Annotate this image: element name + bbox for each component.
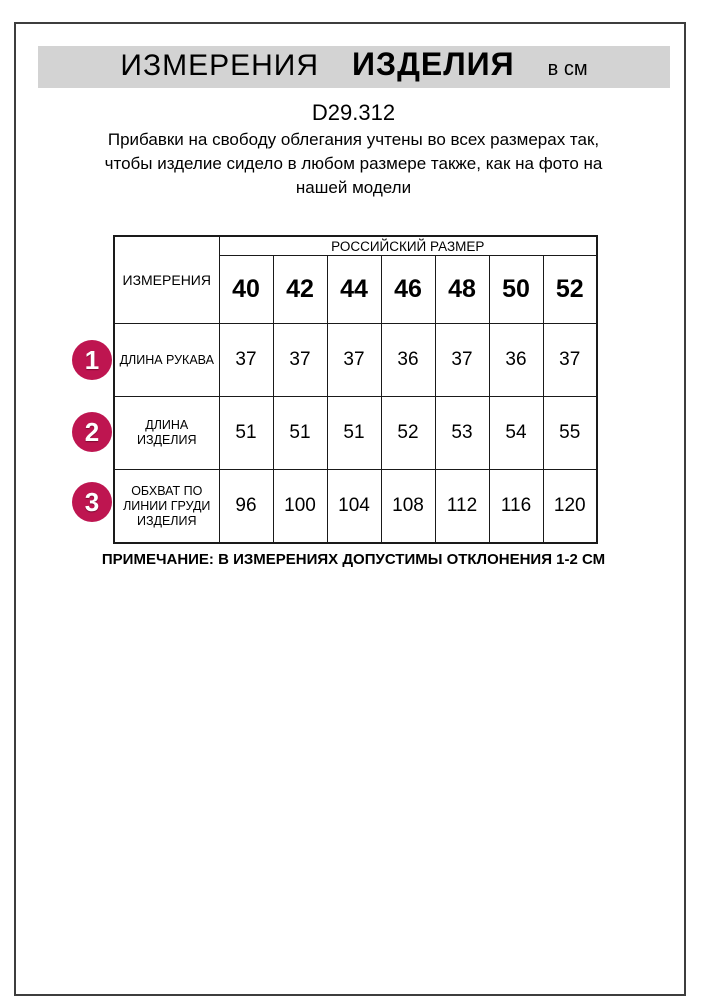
size-col-header: 42 [273, 256, 327, 324]
value-cell: 36 [381, 324, 435, 397]
value-cell: 116 [489, 470, 543, 544]
title-product: ИЗДЕЛИЯ [352, 46, 515, 82]
value-cell: 112 [435, 470, 489, 544]
measurements-table [113, 235, 598, 544]
table-row-chest-girth [114, 470, 597, 544]
fit-description-line: Прибавки на свободу облегания учтены во всех размерах так, [107, 130, 600, 149]
row-number-badge-2: 2 [72, 412, 112, 452]
title-banner [38, 46, 670, 88]
title-measurements: ИЗМЕРЕНИЯ [120, 49, 320, 82]
value-cell: 37 [273, 324, 327, 397]
fit-description [0, 128, 707, 200]
value-cell: 37 [435, 324, 489, 397]
value-cell: 37 [543, 324, 597, 397]
value-cell: 51 [273, 397, 327, 470]
row-number-badge-1: 1 [72, 340, 112, 380]
row-label: ДЛИНА РУКАВА [114, 324, 219, 397]
tolerance-note: ПРИМЕЧАНИЕ: В ИЗМЕРЕНИЯХ ДОПУСТИМЫ ОТКЛОНЕНИЯ 1-2 СМ [101, 551, 606, 568]
size-col-header: 40 [219, 256, 273, 324]
size-col-header: 46 [381, 256, 435, 324]
table-row-sleeve-length [114, 324, 597, 397]
size-col-header: 48 [435, 256, 489, 324]
value-cell: 55 [543, 397, 597, 470]
value-cell: 53 [435, 397, 489, 470]
corner-header-cell: ИЗМЕРЕНИЯ [114, 236, 219, 324]
value-cell: 52 [381, 397, 435, 470]
fit-description-line: нашей модели [295, 178, 412, 197]
value-cell: 104 [327, 470, 381, 544]
value-cell: 54 [489, 397, 543, 470]
value-cell: 37 [219, 324, 273, 397]
fit-description-line: чтобы изделие сидело в любом размере также, как на фото на [104, 154, 603, 173]
value-cell: 51 [219, 397, 273, 470]
value-cell: 36 [489, 324, 543, 397]
row-label: ОБХВАТ ПО ЛИНИИ ГРУДИ ИЗДЕЛИЯ [114, 470, 219, 544]
size-col-header: 50 [489, 256, 543, 324]
title-units: в см [547, 58, 588, 80]
row-number-badge-3: 3 [72, 482, 112, 522]
value-cell: 96 [219, 470, 273, 544]
size-col-header: 52 [543, 256, 597, 324]
table-group-header-row [114, 236, 597, 256]
russian-size-header-cell: РОССИЙСКИЙ РАЗМЕР [219, 236, 597, 256]
value-cell: 37 [327, 324, 381, 397]
product-code: D29.312 [311, 100, 396, 125]
value-cell: 108 [381, 470, 435, 544]
row-label: ДЛИНА ИЗДЕЛИЯ [114, 397, 219, 470]
table-row-garment-length [114, 397, 597, 470]
value-cell: 51 [327, 397, 381, 470]
value-cell: 100 [273, 470, 327, 544]
size-col-header: 44 [327, 256, 381, 324]
value-cell: 120 [543, 470, 597, 544]
